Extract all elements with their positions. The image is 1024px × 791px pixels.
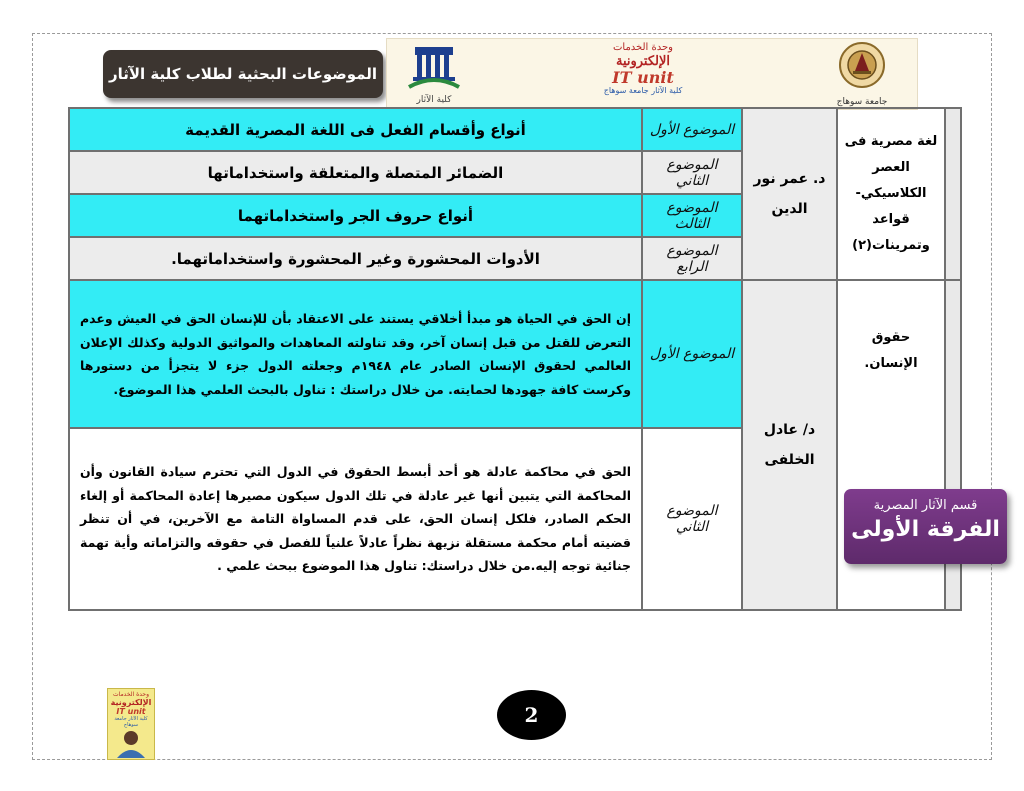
footer-logo	[107, 688, 155, 760]
department-badge	[844, 489, 1007, 564]
year-level: الفرقة الأولى	[851, 517, 1000, 542]
university-seal-icon	[835, 41, 889, 93]
table-row	[69, 108, 961, 151]
footer-logo-line2: الإلكترونية	[110, 698, 152, 707]
topic-text: أنواع وأقسام الفعل فى اللغة المصرية القديمة	[69, 108, 642, 151]
it-unit-line2: الإلكترونية	[615, 54, 671, 69]
it-unit-line1: وحدة الخدمات	[612, 42, 674, 53]
topic-paragraph: الحق في محاكمة عادلة هو أحد أبسط الحقوق في الدول التي تحترم سيادة القانون وأن المحاكمة التي يتبين أنها غير عادلة في تلك الدول سيكون مصيرها إعادة المحاكمة أو إلغاء الحكم الصادر، فلكل إنسان الحق، على قدم المساواة التامة مع الآخرين، في أن تنظر قضيته أمام محكمة مستقلة نزيهة نظراً عادلاً علنياً للفصل في حقوقه والتزاماته وأية تهمة جنائية توجه إليه.من خلال دراستك: تناول هذا الموضوع ببحث علمي .	[69, 428, 642, 610]
topic-label: الموضوع الأول	[642, 108, 742, 151]
footer-logo-line1: وحدة الخدمات	[112, 691, 149, 698]
topic-paragraph: إن الحق في الحياة هو مبدأ أخلاقي يستند على الاعتقاد بأن للإنسان الحق في العيش وعدم التعرض للقتل من قبل إنسان آخر، وقد تناولته المعاهدات والمواثيق الدولية وكذلك الإعلان العالمي لحقوق الإنسان الصادر عام ١٩٤٨م وجعلته الدول جزء لا يتجزأ من دستورها وكرست كافة جهودها لحمايته. من خلال دراستك : تناول بالبحث العلمي هذا الموضوع.	[69, 280, 642, 428]
topic-text: الضمائر المتصلة والمتعلقة واستخداماتها	[69, 151, 642, 194]
topic-label: الموضوع الأول	[642, 280, 742, 428]
table-row	[69, 280, 961, 428]
topic-label: الموضوع الرابع	[642, 237, 742, 280]
department-name: قسم الآثار المصرية	[873, 498, 978, 513]
it-unit-logo	[587, 42, 699, 106]
university-logo-caption: جامعة سوهاج	[836, 97, 888, 107]
topic-text: أنواع حروف الجر واستخداماتهما	[69, 194, 642, 237]
course-name-cell: حقوق الإنسان.	[837, 280, 945, 610]
topic-text: الأدوات المحشورة وغير المحشورة واستخداماتهما.	[69, 237, 642, 280]
page-number: 2	[497, 690, 566, 740]
course-name-cell: لغة مصرية فى العصر الكلاسيكي- قواعد وتمرينات(٢)	[837, 108, 945, 280]
footer-logo-line3: IT unit	[116, 707, 146, 716]
topic-label: الموضوع الثالث	[642, 194, 742, 237]
faculty-logo-caption: كلية الآثار	[416, 95, 452, 105]
faculty-logo	[405, 43, 463, 105]
university-logo	[827, 41, 897, 107]
header-logos	[386, 38, 918, 110]
research-topics-table	[68, 107, 962, 611]
page-title-banner: الموضوعات البحثية لطلاب كلية الآثار	[103, 50, 383, 98]
person-photo-icon	[113, 728, 149, 758]
row-edge-cell	[945, 108, 961, 280]
professor-cell: د/ عادل الخلفى	[742, 280, 837, 610]
it-unit-line4: كلية الآثار جامعة سوهاج	[603, 86, 683, 95]
topic-label: الموضوع الثاني	[642, 428, 742, 610]
topic-label: الموضوع الثاني	[642, 151, 742, 194]
professor-cell: د. عمر نور الدين	[742, 108, 837, 280]
faculty-emblem-icon	[405, 43, 463, 91]
it-unit-line3: IT unit	[612, 68, 674, 87]
footer-logo-line4: كلية الآثار جامعة سوهاج	[114, 716, 148, 728]
